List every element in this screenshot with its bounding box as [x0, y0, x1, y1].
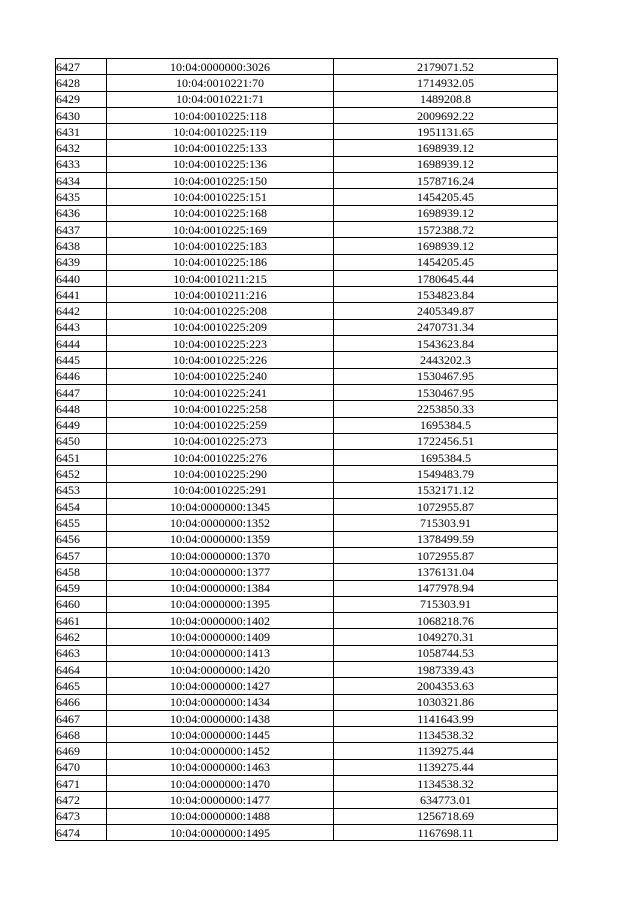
amount-cell: 1134538.32 [334, 727, 558, 743]
table-row [56, 433, 558, 449]
row-number-cell: 6450 [56, 433, 107, 449]
cadastral-number-cell: 10:04:0010225:136 [107, 156, 334, 172]
amount-cell: 1141643.99 [334, 710, 558, 726]
cadastral-number-cell: 10:04:0010225:291 [107, 482, 334, 498]
table-row [56, 401, 558, 417]
row-number-cell: 6437 [56, 221, 107, 237]
amount-cell: 1780645.44 [334, 270, 558, 286]
amount-cell: 1477978.94 [334, 580, 558, 596]
amount-cell: 1139275.44 [334, 759, 558, 775]
table-row [56, 107, 558, 123]
cadastral-number-cell: 10:04:0010225:258 [107, 401, 334, 417]
row-number-cell: 6440 [56, 270, 107, 286]
amount-cell: 1698939.12 [334, 205, 558, 221]
row-number-cell: 6443 [56, 319, 107, 335]
table-row [56, 205, 558, 221]
amount-cell: 1987339.43 [334, 661, 558, 677]
row-number-cell: 6444 [56, 336, 107, 352]
cadastral-number-cell: 10:04:0010225:168 [107, 205, 334, 221]
row-number-cell: 6472 [56, 792, 107, 808]
table-row [56, 140, 558, 156]
cadastral-number-cell: 10:04:0010225:208 [107, 303, 334, 319]
row-number-cell: 6473 [56, 808, 107, 824]
cadastral-number-cell: 10:04:0000000:1438 [107, 710, 334, 726]
amount-cell: 1951131.65 [334, 124, 558, 140]
cadastral-number-cell: 10:04:0010225:133 [107, 140, 334, 156]
cadastral-number-cell: 10:04:0000000:1395 [107, 596, 334, 612]
row-number-cell: 6457 [56, 547, 107, 563]
table-row [56, 189, 558, 205]
table-row [56, 596, 558, 612]
cadastral-number-cell: 10:04:0000000:1427 [107, 678, 334, 694]
amount-cell: 1532171.12 [334, 482, 558, 498]
amount-cell: 1167698.11 [334, 824, 558, 840]
cadastral-number-cell: 10:04:0000000:1409 [107, 629, 334, 645]
amount-cell: 1376131.04 [334, 564, 558, 580]
cadastral-number-cell: 10:04:0010225:183 [107, 238, 334, 254]
cadastral-number-cell: 10:04:0000000:3026 [107, 59, 334, 75]
table-row [56, 580, 558, 596]
table-row [56, 336, 558, 352]
cadastral-number-cell: 10:04:0000000:1377 [107, 564, 334, 580]
cadastral-number-cell: 10:04:0010225:276 [107, 450, 334, 466]
table-row [56, 59, 558, 75]
table-row [56, 124, 558, 140]
amount-cell: 1454205.45 [334, 189, 558, 205]
amount-cell: 1068218.76 [334, 613, 558, 629]
row-number-cell: 6458 [56, 564, 107, 580]
cadastral-number-cell: 10:04:0000000:1488 [107, 808, 334, 824]
cadastral-number-cell: 10:04:0010225:169 [107, 221, 334, 237]
cadastral-number-cell: 10:04:0000000:1463 [107, 759, 334, 775]
table-row [56, 776, 558, 792]
table-row [56, 613, 558, 629]
row-number-cell: 6464 [56, 661, 107, 677]
table-row [56, 466, 558, 482]
amount-cell: 1530467.95 [334, 384, 558, 400]
row-number-cell: 6430 [56, 107, 107, 123]
row-number-cell: 6470 [56, 759, 107, 775]
table-row [56, 792, 558, 808]
table-row [56, 678, 558, 694]
table-row [56, 368, 558, 384]
amount-cell: 1256718.69 [334, 808, 558, 824]
cadastral-number-cell: 10:04:0010225:273 [107, 433, 334, 449]
amount-cell: 1695384.5 [334, 417, 558, 433]
table-row [56, 238, 558, 254]
cadastral-number-cell: 10:04:0000000:1434 [107, 694, 334, 710]
table-row [56, 482, 558, 498]
row-number-cell: 6469 [56, 743, 107, 759]
table-body [56, 59, 558, 841]
amount-cell: 1722456.51 [334, 433, 558, 449]
amount-cell: 715303.91 [334, 515, 558, 531]
row-number-cell: 6468 [56, 727, 107, 743]
cadastral-number-cell: 10:04:0010225:241 [107, 384, 334, 400]
table-row [56, 661, 558, 677]
table-row [56, 694, 558, 710]
table-row [56, 759, 558, 775]
row-number-cell: 6442 [56, 303, 107, 319]
table-row [56, 221, 558, 237]
amount-cell: 1578716.24 [334, 173, 558, 189]
table-row [56, 352, 558, 368]
amount-cell: 1695384.5 [334, 450, 558, 466]
row-number-cell: 6463 [56, 645, 107, 661]
row-number-cell: 6436 [56, 205, 107, 221]
cadastral-number-cell: 10:04:0000000:1359 [107, 531, 334, 547]
table-row [56, 499, 558, 515]
amount-cell: 1698939.12 [334, 238, 558, 254]
amount-cell: 1543623.84 [334, 336, 558, 352]
amount-cell: 634773.01 [334, 792, 558, 808]
row-number-cell: 6474 [56, 824, 107, 840]
amount-cell: 1139275.44 [334, 743, 558, 759]
amount-cell: 1549483.79 [334, 466, 558, 482]
amount-cell: 1714932.05 [334, 75, 558, 91]
amount-cell: 1378499.59 [334, 531, 558, 547]
amount-cell: 1534823.84 [334, 287, 558, 303]
table-row [56, 531, 558, 547]
cadastral-number-cell: 10:04:0010211:215 [107, 270, 334, 286]
row-number-cell: 6448 [56, 401, 107, 417]
row-number-cell: 6462 [56, 629, 107, 645]
amount-cell: 2443202.3 [334, 352, 558, 368]
cadastral-number-cell: 10:04:0010221:70 [107, 75, 334, 91]
table-row [56, 287, 558, 303]
row-number-cell: 6449 [56, 417, 107, 433]
table-row [56, 824, 558, 840]
table-row [56, 645, 558, 661]
table-row [56, 710, 558, 726]
cadastral-number-cell: 10:04:0000000:1402 [107, 613, 334, 629]
row-number-cell: 6441 [56, 287, 107, 303]
row-number-cell: 6439 [56, 254, 107, 270]
amount-cell: 1049270.31 [334, 629, 558, 645]
table-row [56, 564, 558, 580]
amount-cell: 2179071.52 [334, 59, 558, 75]
row-number-cell: 6453 [56, 482, 107, 498]
amount-cell: 1030321.86 [334, 694, 558, 710]
amount-cell: 1698939.12 [334, 156, 558, 172]
row-number-cell: 6454 [56, 499, 107, 515]
amount-cell: 2253850.33 [334, 401, 558, 417]
cadastral-number-cell: 10:04:0010225:186 [107, 254, 334, 270]
cadastral-number-cell: 10:04:0010221:71 [107, 91, 334, 107]
cadastral-number-cell: 10:04:0010225:226 [107, 352, 334, 368]
row-number-cell: 6467 [56, 710, 107, 726]
cadastral-number-cell: 10:04:0010225:223 [107, 336, 334, 352]
amount-cell: 1530467.95 [334, 368, 558, 384]
table-row [56, 808, 558, 824]
row-number-cell: 6427 [56, 59, 107, 75]
amount-cell: 1072955.87 [334, 547, 558, 563]
row-number-cell: 6447 [56, 384, 107, 400]
table-row [56, 254, 558, 270]
row-number-cell: 6465 [56, 678, 107, 694]
amount-cell: 1058744.53 [334, 645, 558, 661]
row-number-cell: 6452 [56, 466, 107, 482]
amount-cell: 1134538.32 [334, 776, 558, 792]
amount-cell: 2405349.87 [334, 303, 558, 319]
amount-cell: 2004353.63 [334, 678, 558, 694]
row-number-cell: 6471 [56, 776, 107, 792]
cadastral-number-cell: 10:04:0010225:240 [107, 368, 334, 384]
table-row [56, 173, 558, 189]
row-number-cell: 6428 [56, 75, 107, 91]
cadastral-number-cell: 10:04:0000000:1470 [107, 776, 334, 792]
row-number-cell: 6456 [56, 531, 107, 547]
amount-cell: 1572388.72 [334, 221, 558, 237]
row-number-cell: 6451 [56, 450, 107, 466]
amount-cell: 1698939.12 [334, 140, 558, 156]
cadastral-number-cell: 10:04:0000000:1352 [107, 515, 334, 531]
table-row [56, 91, 558, 107]
cadastral-number-cell: 10:04:0010225:259 [107, 417, 334, 433]
row-number-cell: 6460 [56, 596, 107, 612]
cadastral-number-cell: 10:04:0010211:216 [107, 287, 334, 303]
amount-cell: 715303.91 [334, 596, 558, 612]
cadastral-number-cell: 10:04:0000000:1420 [107, 661, 334, 677]
amount-cell: 1072955.87 [334, 499, 558, 515]
cadastral-number-cell: 10:04:0010225:151 [107, 189, 334, 205]
row-number-cell: 6455 [56, 515, 107, 531]
table-row [56, 450, 558, 466]
row-number-cell: 6433 [56, 156, 107, 172]
row-number-cell: 6431 [56, 124, 107, 140]
table-row [56, 417, 558, 433]
table-row [56, 515, 558, 531]
cadastral-number-cell: 10:04:0010225:119 [107, 124, 334, 140]
table-row [56, 156, 558, 172]
row-number-cell: 6461 [56, 613, 107, 629]
table-row [56, 303, 558, 319]
table-row [56, 629, 558, 645]
row-number-cell: 6438 [56, 238, 107, 254]
table-row [56, 270, 558, 286]
data-table [55, 58, 558, 841]
amount-cell: 2009692.22 [334, 107, 558, 123]
cadastral-number-cell: 10:04:0000000:1345 [107, 499, 334, 515]
table-row [56, 319, 558, 335]
cadastral-number-cell: 10:04:0000000:1370 [107, 547, 334, 563]
cadastral-number-cell: 10:04:0000000:1452 [107, 743, 334, 759]
table-row [56, 547, 558, 563]
row-number-cell: 6445 [56, 352, 107, 368]
table-row [56, 384, 558, 400]
amount-cell: 2470731.34 [334, 319, 558, 335]
row-number-cell: 6434 [56, 173, 107, 189]
cadastral-number-cell: 10:04:0000000:1445 [107, 727, 334, 743]
cadastral-number-cell: 10:04:0010225:118 [107, 107, 334, 123]
row-number-cell: 6446 [56, 368, 107, 384]
cadastral-number-cell: 10:04:0000000:1413 [107, 645, 334, 661]
cadastral-number-cell: 10:04:0000000:1495 [107, 824, 334, 840]
row-number-cell: 6459 [56, 580, 107, 596]
row-number-cell: 6466 [56, 694, 107, 710]
cadastral-number-cell: 10:04:0010225:209 [107, 319, 334, 335]
cadastral-number-cell: 10:04:0010225:150 [107, 173, 334, 189]
cadastral-number-cell: 10:04:0010225:290 [107, 466, 334, 482]
row-number-cell: 6429 [56, 91, 107, 107]
table-row [56, 727, 558, 743]
amount-cell: 1454205.45 [334, 254, 558, 270]
row-number-cell: 6432 [56, 140, 107, 156]
cadastral-number-cell: 10:04:0000000:1384 [107, 580, 334, 596]
row-number-cell: 6435 [56, 189, 107, 205]
table-row [56, 743, 558, 759]
table-row [56, 75, 558, 91]
amount-cell: 1489208.8 [334, 91, 558, 107]
cadastral-number-cell: 10:04:0000000:1477 [107, 792, 334, 808]
